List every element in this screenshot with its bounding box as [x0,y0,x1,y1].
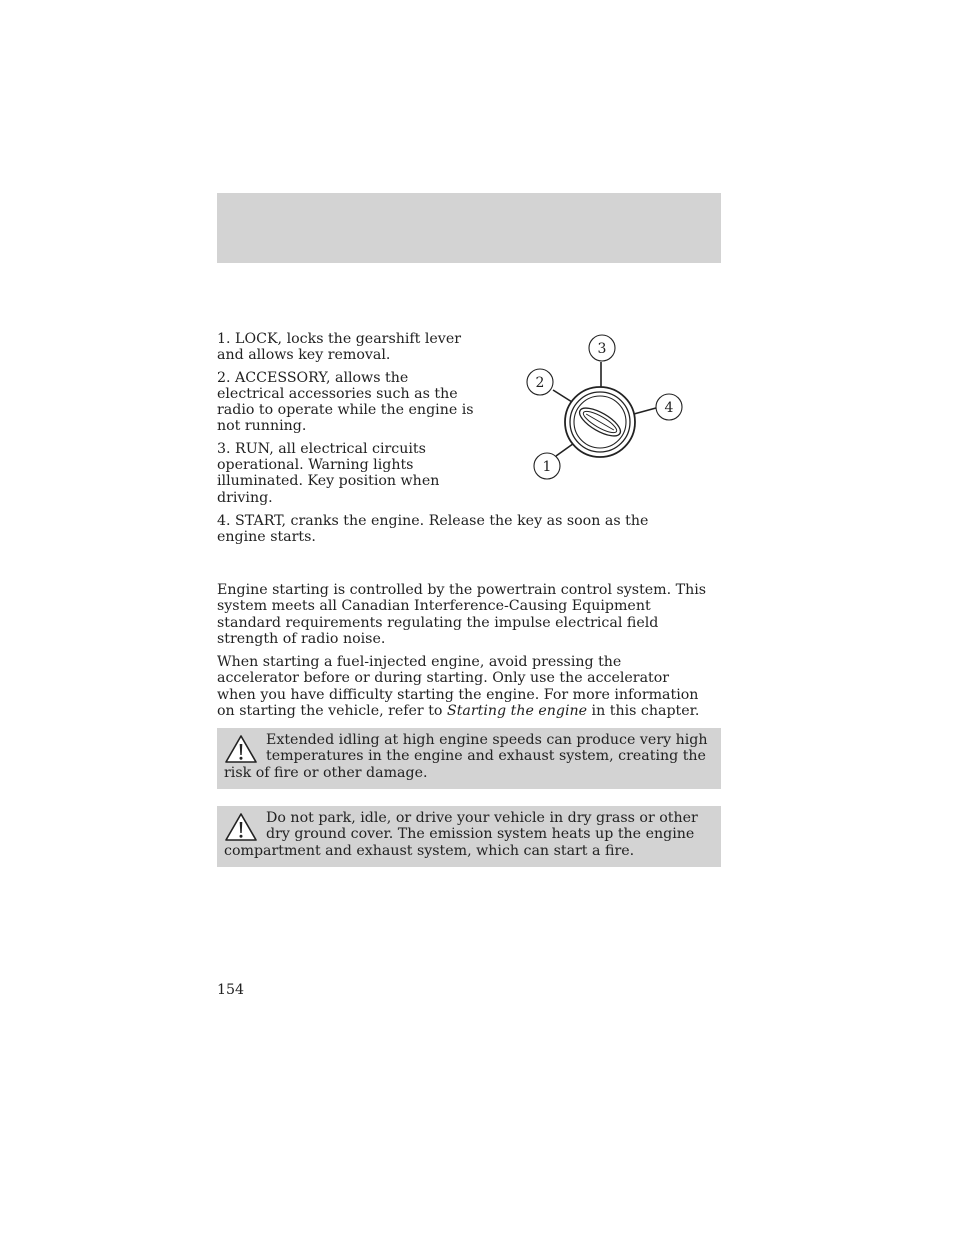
warning-triangle-icon [224,812,258,842]
paragraph-text: When starting a fuel-injected engine, avoid pressing the accelerator before or during starting. Only use the accelerator when you have difficulty starting the engine. For more information on starting the vehicle, refer to [217,654,699,719]
warning-text: Do not park, idle, or drive your vehicle in dry grass or other dry ground cover. The emission system heats up the engine compartment and exhaust system, which can start a fire. [224,810,698,859]
warning-triangle-icon [224,734,258,764]
callout-label-1: 1 [542,459,552,475]
warning-box-idling [217,728,721,789]
header-band [217,193,721,263]
callout-label-3: 3 [597,341,607,357]
position-lock: 1. LOCK, locks the gearshift lever and allows key removal. [217,331,461,364]
callout-label-2: 2 [535,375,545,391]
ignition-switch-diagram [520,330,690,490]
page-number: 154 [217,982,245,998]
cross-reference-link: Starting the engine [446,702,588,719]
position-accessory: 2. ACCESSORY, allows the electrical accessories such as the radio to operate while the engine is not running. [217,369,474,435]
warning-text: Extended idling at high engine speeds can produce very high temperatures in the engine and exhaust system, creating the risk of fire or other damage. [224,732,708,781]
warning-box-dry-grass [217,806,721,867]
position-run: 3. RUN, all electrical circuits operational. Warning lights illuminated. Key position when driving. [217,440,440,506]
callout-line-2 [553,390,572,402]
position-start: 4. START, cranks the engine. Release the key as soon as the engine starts. [217,513,649,546]
fuel-injected-paragraph [217,654,707,719]
callout-label-4: 4 [664,400,674,416]
callout-line-4 [634,408,656,414]
powertrain-paragraph: Engine starting is controlled by the powertrain control system. This system meets all Canadian Interference-Causing Equipment standard requirements regulating the impulse electrical field strength of radio noise. [217,582,707,647]
ignition-positions-list [217,331,477,512]
paragraph-text-end: in this chapter. [587,702,700,719]
